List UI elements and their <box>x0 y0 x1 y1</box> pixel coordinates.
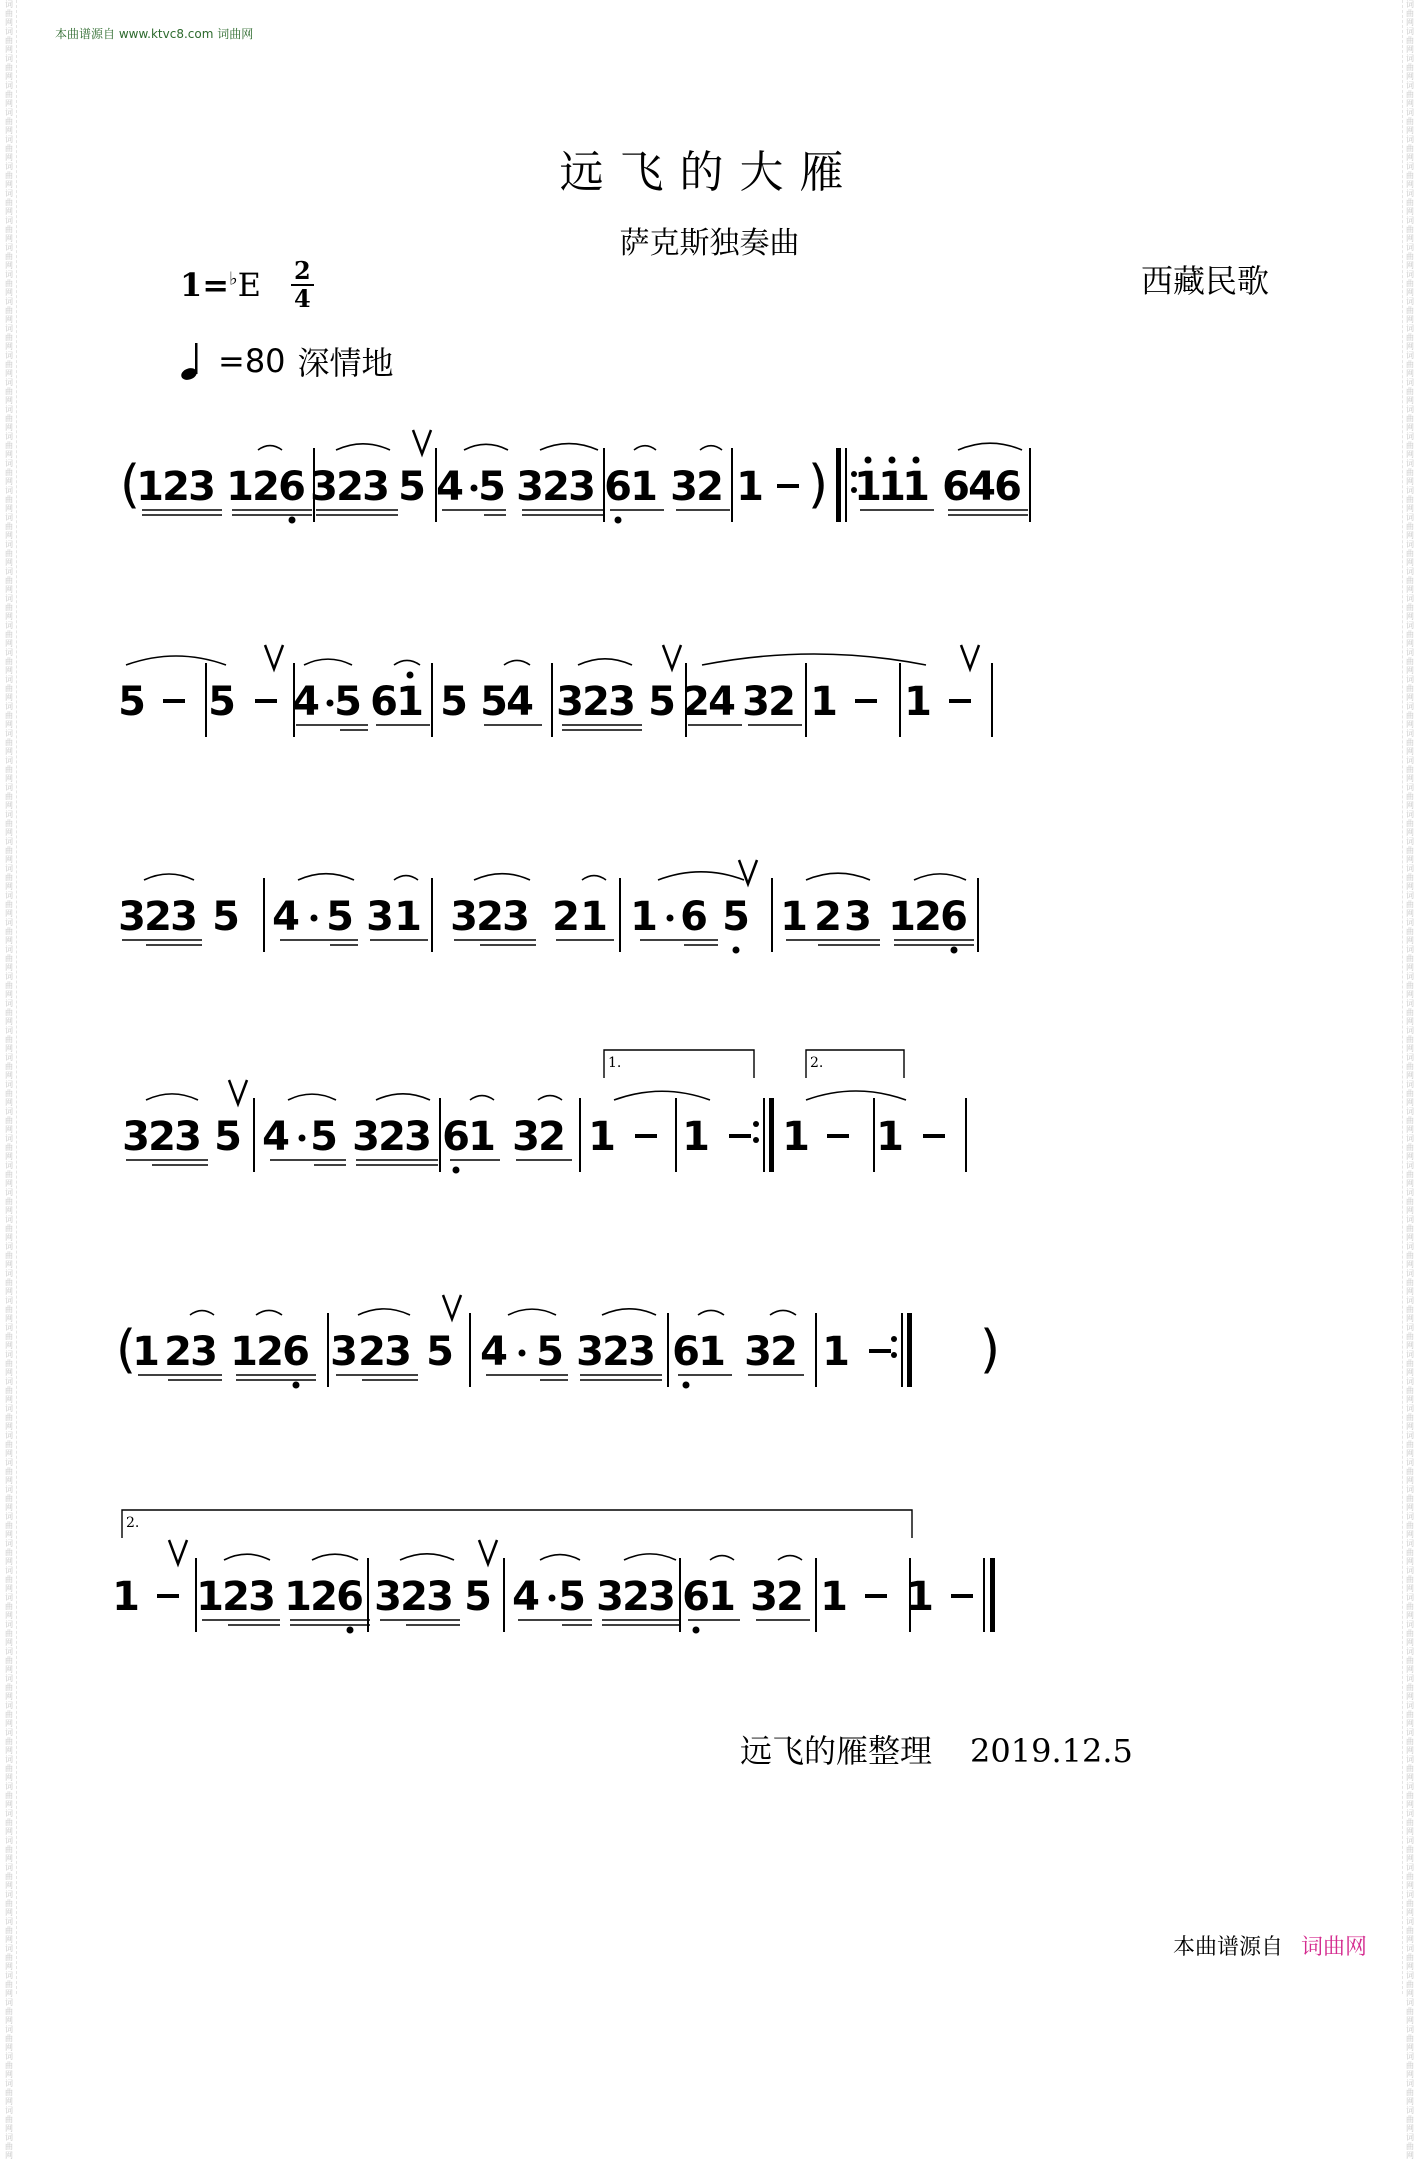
note: 2 <box>542 464 570 510</box>
note: 2 <box>552 894 580 940</box>
note: 1 <box>810 679 838 725</box>
slur <box>702 654 926 665</box>
note: 1 <box>196 1574 224 1620</box>
note: 1 <box>698 1329 726 1375</box>
note: 1 <box>782 1114 810 1160</box>
note: 3 <box>384 1329 412 1375</box>
slur <box>394 876 418 880</box>
credit-date: 2019.12.5 <box>970 1732 1133 1770</box>
note: 3 <box>596 1574 624 1620</box>
note: 5 <box>722 894 750 940</box>
note: 6 <box>942 464 970 510</box>
note: 4 <box>512 1574 540 1620</box>
note: 3 <box>670 464 698 510</box>
note: 2 <box>162 464 190 510</box>
repeat-end-thick <box>907 1313 912 1387</box>
dash <box>951 1594 973 1598</box>
note: 2 <box>310 1574 338 1620</box>
note: 3 <box>170 894 198 940</box>
note: 2 <box>378 1114 406 1160</box>
song-title: 远飞的大雁 <box>559 147 860 198</box>
note: 2 <box>256 1329 284 1375</box>
slur <box>144 874 194 880</box>
note: 5 <box>118 679 146 725</box>
slur <box>256 1310 282 1315</box>
note: 1 <box>284 1574 312 1620</box>
slur <box>914 874 966 880</box>
augmentation-dot <box>519 1350 526 1357</box>
slur <box>578 659 632 665</box>
dash <box>635 1134 657 1138</box>
note: 1 <box>132 1329 160 1375</box>
breath-mark <box>739 860 757 884</box>
note: 6 <box>682 1574 710 1620</box>
dash <box>255 699 277 703</box>
note: 1 <box>904 679 932 725</box>
note: 2 <box>696 464 724 510</box>
dash <box>157 1594 179 1598</box>
right-margin-watermark: 词曲网词曲网词曲网词曲网词曲网词曲网词曲网词曲网词曲网词曲网词曲网词曲网词曲网词曲网词曲网词曲网词曲网词曲网词曲网词曲网词曲网词曲网词曲网词曲网词曲网词曲网词曲网词曲网词曲网词曲网词曲网词曲网词曲网词曲网词曲网词曲网词曲网词曲网词曲网词曲网词曲网词曲网词曲网词曲网词曲网词曲网词曲网词曲网词曲网词曲网词曲网词曲网词曲网词曲网词曲网词曲网词曲网词曲网词曲网词曲网词曲网词曲网词曲网词曲网词曲网词曲网词曲网词曲网词曲网词曲网词曲网词曲网词曲网词曲网词曲网词曲网词曲网词曲网词曲网词曲网 <box>1402 0 1417 1994</box>
slur <box>770 1310 796 1315</box>
dash <box>827 1134 849 1138</box>
octave-dot-below <box>683 1382 690 1389</box>
slur <box>806 873 870 880</box>
octave-dot-below <box>347 1627 354 1634</box>
octave-dot-above <box>889 457 896 464</box>
breath-mark <box>443 1295 461 1319</box>
note: 5 <box>326 894 354 940</box>
note: 2 <box>400 1574 428 1620</box>
note: 1 <box>394 894 422 940</box>
breath-mark <box>961 645 979 669</box>
note: 3 <box>190 1329 218 1375</box>
note: 3 <box>556 679 584 725</box>
note: 2 <box>622 1574 650 1620</box>
dash <box>869 1349 891 1353</box>
note: 3 <box>362 464 390 510</box>
slur <box>538 1096 562 1100</box>
note: 2 <box>538 1114 566 1160</box>
note: 2 <box>164 1329 192 1375</box>
note: 5 <box>536 1329 564 1375</box>
volta-bracket <box>604 1050 754 1078</box>
note: 5 <box>558 1574 586 1620</box>
slur <box>224 1554 270 1560</box>
note: 1 <box>588 1114 616 1160</box>
note: 1 <box>876 1114 904 1160</box>
slur <box>582 876 606 880</box>
note: 1 <box>226 464 254 510</box>
note: 2 <box>222 1574 250 1620</box>
repeat-start-thick <box>836 448 841 522</box>
octave-dot-above <box>865 457 872 464</box>
note: 1 <box>780 894 808 940</box>
octave-dot-below <box>733 947 740 954</box>
note: 2 <box>148 1114 176 1160</box>
note: 1 <box>136 464 164 510</box>
slur <box>336 444 390 450</box>
source-header: 本曲谱源自 www.ktvc8.com 词曲网 <box>55 27 254 41</box>
slur <box>312 1554 358 1560</box>
note: 3 <box>744 1329 772 1375</box>
note: 6 <box>672 1329 700 1375</box>
slur <box>806 1091 906 1100</box>
octave-dot-below <box>693 1627 700 1634</box>
repeat-dot <box>891 1352 897 1358</box>
note: 1 <box>854 464 882 510</box>
dash <box>163 699 185 703</box>
note: 3 <box>844 894 872 940</box>
slur <box>540 444 598 450</box>
note: 2 <box>776 1574 804 1620</box>
note: 1 <box>580 894 608 940</box>
note: 1 <box>822 1329 850 1375</box>
tempo-value: =80 <box>218 342 286 380</box>
note: 2 <box>358 1329 386 1375</box>
note: 3 <box>118 894 146 940</box>
slur <box>698 1310 724 1315</box>
slur <box>298 874 354 880</box>
note: 6 <box>278 464 306 510</box>
note: 1 <box>906 1574 934 1620</box>
breath-mark <box>479 1540 497 1564</box>
note: 3 <box>512 1114 540 1160</box>
note: 6 <box>940 894 968 940</box>
note: 4 <box>272 894 300 940</box>
note: 1 <box>888 894 916 940</box>
note: 6 <box>680 894 708 940</box>
slur <box>394 660 420 665</box>
slur <box>624 1554 676 1560</box>
slur <box>540 1555 580 1560</box>
dash <box>855 699 877 703</box>
time-signature-top: 2 <box>291 258 314 286</box>
breath-mark <box>413 430 431 454</box>
dash <box>923 1134 945 1138</box>
note: 1 <box>902 464 930 510</box>
note: 5 <box>480 679 508 725</box>
note: 3 <box>174 1114 202 1160</box>
note: 3 <box>310 464 338 510</box>
dash <box>777 484 799 488</box>
octave-dot-above <box>913 457 920 464</box>
note: 5 <box>212 894 240 940</box>
slur <box>190 1311 214 1315</box>
note: 3 <box>628 1329 656 1375</box>
note: 5 <box>310 1114 338 1160</box>
key-prefix: 1= <box>180 266 230 304</box>
note: 2 <box>914 894 942 940</box>
slur <box>508 1309 556 1315</box>
slur <box>602 1309 656 1315</box>
volta-number: 2. <box>810 1055 824 1071</box>
slur <box>258 446 282 450</box>
augmentation-dot <box>299 1135 306 1142</box>
note: 3 <box>750 1574 778 1620</box>
flat-sign: ♭ <box>229 268 238 290</box>
note: 2 <box>476 894 504 940</box>
slur <box>464 444 508 450</box>
composer: 西藏民歌 <box>1140 262 1269 300</box>
octave-dot-below <box>615 517 622 524</box>
note: 1 <box>468 1114 496 1160</box>
note: 1 <box>630 894 658 940</box>
note: 3 <box>426 1574 454 1620</box>
repeat-dot <box>753 1121 759 1127</box>
note: 3 <box>330 1329 358 1375</box>
note: 4 <box>968 464 996 510</box>
note: 5 <box>208 679 236 725</box>
note: 2 <box>814 894 842 940</box>
octave-dot-below <box>289 517 296 524</box>
note: 4 <box>506 679 534 725</box>
note: 4 <box>292 679 320 725</box>
slur <box>614 1091 710 1100</box>
note: 2 <box>582 679 610 725</box>
note: 5 <box>440 679 468 725</box>
breath-mark <box>265 645 283 669</box>
note: 5 <box>464 1574 492 1620</box>
note: 1 <box>682 1114 710 1160</box>
note: 3 <box>188 464 216 510</box>
slur <box>504 660 530 665</box>
parenthesis: ( <box>119 455 141 515</box>
breath-mark <box>663 645 681 669</box>
volta-number: 2. <box>126 1515 140 1531</box>
slur <box>700 446 722 450</box>
note: 3 <box>366 894 394 940</box>
note: 2 <box>144 894 172 940</box>
slur <box>778 1556 802 1560</box>
slur <box>288 1094 336 1100</box>
note: 3 <box>648 1574 676 1620</box>
note: 5 <box>648 679 676 725</box>
note: 3 <box>576 1329 604 1375</box>
slur <box>470 1096 494 1100</box>
repeat-dot <box>891 1336 897 1342</box>
note: 4 <box>480 1329 508 1375</box>
arranger-credit <box>740 1726 1133 1772</box>
note: 6 <box>336 1574 364 1620</box>
credit-text: 远飞的雁整理 <box>740 1732 933 1770</box>
key-note: E <box>237 266 261 304</box>
tempo-expression: 深情地 <box>297 344 394 382</box>
note: 3 <box>122 1114 150 1160</box>
slur <box>474 874 530 880</box>
note: 3 <box>502 894 530 940</box>
source-footer <box>1173 1930 1367 1961</box>
augmentation-dot <box>549 1595 556 1602</box>
source-prefix: 本曲谱源自 <box>1172 1935 1283 1960</box>
note: 6 <box>442 1114 470 1160</box>
note: 3 <box>608 679 636 725</box>
slur <box>376 1094 430 1100</box>
note: 3 <box>568 464 596 510</box>
parenthesis: ) <box>979 1320 1001 1380</box>
note: 6 <box>604 464 632 510</box>
note: 1 <box>820 1574 848 1620</box>
note: 4 <box>262 1114 290 1160</box>
note: 6 <box>282 1329 310 1375</box>
octave-dot-below <box>293 1382 300 1389</box>
note: 4 <box>436 464 464 510</box>
note: 5 <box>334 679 362 725</box>
note: 5 <box>398 464 426 510</box>
dash <box>949 699 971 703</box>
octave-dot-below <box>453 1167 460 1174</box>
song-subtitle: 萨克斯独奏曲 <box>619 226 800 261</box>
slur <box>400 1554 454 1560</box>
slur <box>710 1556 734 1560</box>
volta-number: 1. <box>608 1055 622 1071</box>
note: 1 <box>230 1329 258 1375</box>
note: 2 <box>770 1329 798 1375</box>
note: 2 <box>682 679 710 725</box>
augmentation-dot <box>471 485 478 492</box>
breath-mark <box>169 1540 187 1564</box>
time-signature-bottom: 4 <box>293 284 311 313</box>
note: 1 <box>630 464 658 510</box>
note: 5 <box>214 1114 242 1160</box>
augmentation-dot <box>327 700 334 707</box>
note: 3 <box>352 1114 380 1160</box>
slur <box>146 1094 198 1100</box>
note: 2 <box>768 679 796 725</box>
note: 3 <box>248 1574 276 1620</box>
breath-mark <box>229 1080 247 1104</box>
octave-dot-above <box>407 672 414 679</box>
note: 6 <box>994 464 1022 510</box>
slur <box>126 656 226 665</box>
parenthesis: ( <box>115 1320 137 1380</box>
note: 5 <box>478 464 506 510</box>
repeat-dot <box>753 1137 759 1143</box>
augmentation-dot <box>311 915 318 922</box>
parenthesis: ) <box>807 455 829 515</box>
note: 1 <box>396 679 424 725</box>
note: 4 <box>708 679 736 725</box>
octave-dot-below <box>951 947 958 954</box>
note: 3 <box>516 464 544 510</box>
dash <box>729 1134 751 1138</box>
source-site: 词曲网 <box>1300 1935 1367 1960</box>
volta-bracket <box>122 1510 912 1538</box>
note: 1 <box>112 1574 140 1620</box>
note: 3 <box>374 1574 402 1620</box>
slur <box>304 659 352 665</box>
slur <box>958 443 1022 450</box>
slur <box>658 872 744 880</box>
note: 1 <box>878 464 906 510</box>
note: 1 <box>708 1574 736 1620</box>
note: 2 <box>252 464 280 510</box>
slur <box>634 446 656 450</box>
final-bar-thick <box>990 1558 995 1632</box>
dash <box>865 1594 887 1598</box>
note: 5 <box>426 1329 454 1375</box>
note: 3 <box>742 679 770 725</box>
note: 6 <box>370 679 398 725</box>
left-margin-watermark: 词曲网词曲网词曲网词曲网词曲网词曲网词曲网词曲网词曲网词曲网词曲网词曲网词曲网词曲网词曲网词曲网词曲网词曲网词曲网词曲网词曲网词曲网词曲网词曲网词曲网词曲网词曲网词曲网词曲网词曲网词曲网词曲网词曲网词曲网词曲网词曲网词曲网词曲网词曲网词曲网词曲网词曲网词曲网词曲网词曲网词曲网词曲网词曲网词曲网词曲网词曲网词曲网词曲网词曲网词曲网词曲网词曲网词曲网词曲网词曲网词曲网词曲网词曲网词曲网词曲网词曲网词曲网词曲网词曲网词曲网词曲网词曲网词曲网词曲网词曲网词曲网词曲网词曲网词曲网词曲网 <box>2 0 17 1994</box>
augmentation-dot <box>667 915 674 922</box>
note: 3 <box>450 894 478 940</box>
note: 2 <box>602 1329 630 1375</box>
note: 1 <box>736 464 764 510</box>
note: 2 <box>336 464 364 510</box>
repeat-end-thick <box>769 1098 774 1172</box>
note: 3 <box>404 1114 432 1160</box>
slur <box>358 1309 410 1315</box>
